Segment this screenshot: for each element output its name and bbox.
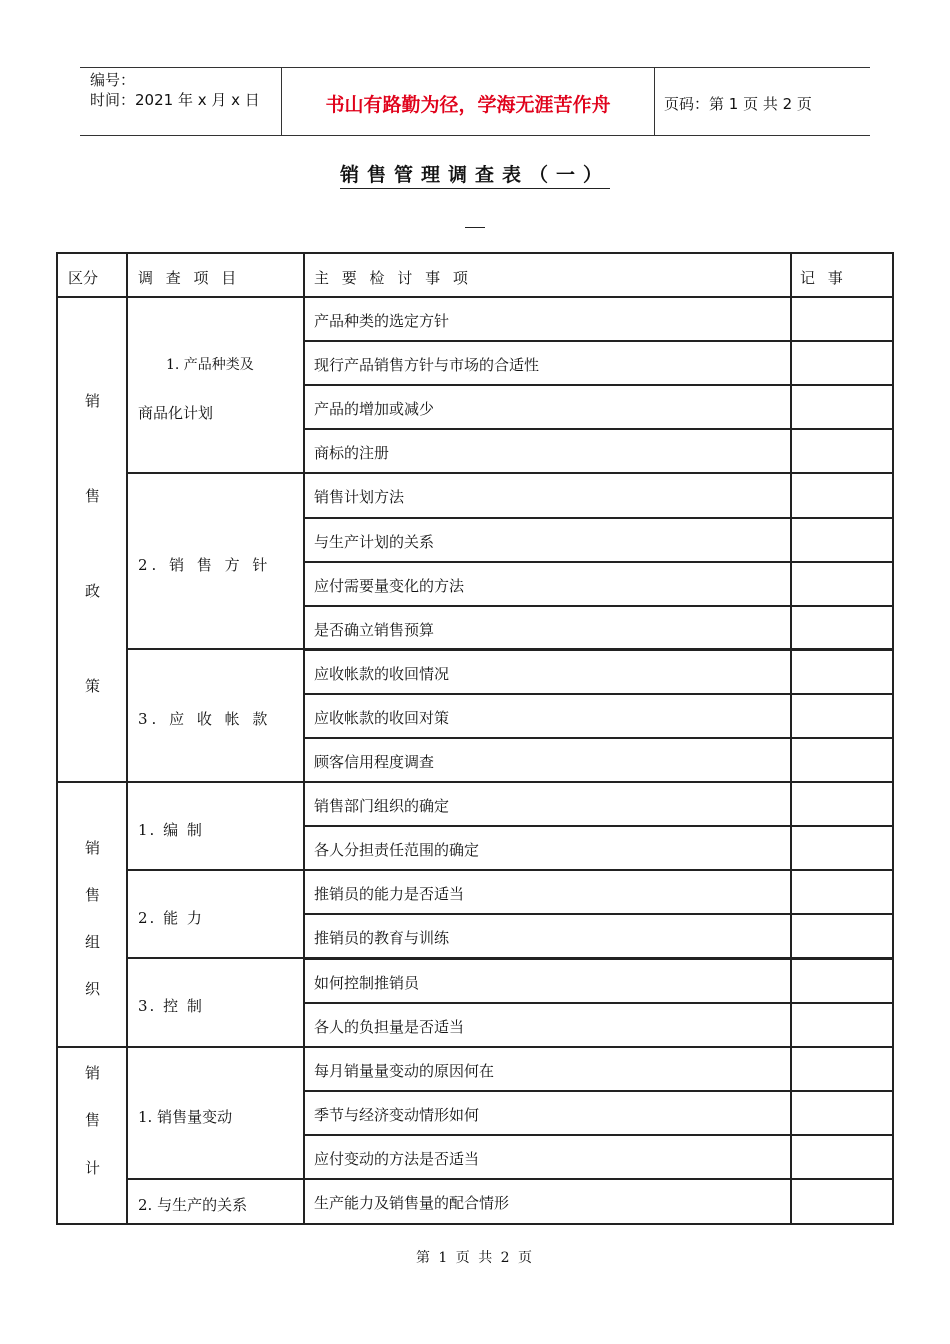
note-cell[interactable] (792, 607, 890, 649)
page-title-wrap (0, 160, 950, 187)
item-label: 3. 控 制 (138, 997, 204, 1015)
note-cell[interactable] (792, 1136, 890, 1178)
column-header-note: 记 事 (800, 269, 847, 287)
header-bottom-rule (80, 135, 870, 136)
check-item-text: 商标的注册 (314, 444, 390, 462)
note-cell[interactable] (792, 474, 890, 516)
group-label-char: 政 (85, 582, 101, 600)
item-label: 2. 销 售 方 针 (138, 556, 272, 574)
item-label: 3. 应 收 帐 款 (138, 710, 272, 728)
note-cell[interactable] (792, 430, 890, 472)
note-cell[interactable] (792, 960, 890, 1002)
note-cell[interactable] (792, 1004, 890, 1046)
note-cell[interactable] (792, 651, 890, 693)
check-item-text: 产品种类的选定方针 (314, 312, 450, 330)
check-item-text: 推销员的教育与训练 (314, 929, 450, 947)
check-item-text: 销售计划方法 (314, 488, 405, 506)
column-divider (126, 254, 128, 1223)
group-divider (58, 781, 892, 783)
note-cell[interactable] (792, 871, 890, 913)
item-divider (128, 648, 892, 650)
note-cell[interactable] (792, 1048, 890, 1090)
check-item-text: 如何控制推销员 (314, 974, 420, 992)
item-label: 2. 能 力 (138, 909, 204, 927)
check-item-text: 每月销量量变动的原因何在 (314, 1062, 495, 1080)
header-page-label: 页码：第 1 页 共 2 页 (664, 95, 812, 113)
title-dash (465, 227, 485, 228)
note-cell[interactable] (792, 563, 890, 605)
group-label-char: 计 (85, 1159, 101, 1177)
group-divider (58, 1046, 892, 1048)
note-cell[interactable] (792, 1180, 890, 1222)
item-label: 2. 与生产的关系 (138, 1196, 248, 1214)
group-label-char: 售 (85, 1111, 101, 1129)
group-label-char: 组 (85, 933, 101, 951)
note-cell[interactable] (792, 827, 890, 869)
column-header-area: 区分 (68, 269, 99, 287)
survey-table (56, 252, 894, 1225)
column-header-item: 调 查 项 目 (138, 269, 241, 287)
item-label: 1. 编 制 (138, 821, 204, 839)
header-divider (654, 67, 655, 136)
check-item-text: 应付需要量变化的方法 (314, 577, 465, 595)
item-label: 商品化计划 (138, 404, 214, 422)
check-item-text: 季节与经济变动情形如何 (314, 1106, 480, 1124)
check-item-text: 与生产计划的关系 (314, 533, 435, 551)
note-cell[interactable] (792, 519, 890, 561)
note-cell[interactable] (792, 695, 890, 737)
item-divider (128, 1178, 892, 1180)
check-item-text: 各人的负担量是否适当 (314, 1018, 465, 1036)
item-divider (128, 869, 892, 871)
item-divider (128, 957, 892, 959)
group-label-char: 售 (85, 886, 101, 904)
check-item-text: 产品的增加或减少 (314, 400, 435, 418)
group-label-char: 销 (85, 1064, 101, 1082)
check-item-text: 各人分担责任范围的确定 (314, 841, 480, 859)
document-number-label: 编号： (90, 71, 136, 89)
header-meta (90, 70, 260, 110)
note-cell[interactable] (792, 739, 890, 781)
column-header-main: 主 要 检 讨 事 项 (314, 269, 472, 287)
group-label-char: 销 (85, 392, 101, 410)
check-item-text: 推销员的能力是否适当 (314, 885, 465, 903)
check-item-text: 应收帐款的收回情况 (314, 665, 450, 683)
note-cell[interactable] (792, 1092, 890, 1134)
note-cell[interactable] (792, 298, 890, 340)
page-title: 销售管理调查表（一） (340, 164, 610, 189)
check-item-text: 现行产品销售方针与市场的合适性 (314, 356, 540, 374)
group-label-char: 织 (85, 980, 101, 998)
check-item-text: 应收帐款的收回对策 (314, 709, 450, 727)
check-item-text: 生产能力及销售量的配合情形 (314, 1194, 510, 1212)
item-divider (128, 472, 892, 474)
header-top-rule (80, 67, 870, 68)
check-item-text: 顾客信用程度调查 (314, 753, 435, 771)
note-cell[interactable] (792, 915, 890, 957)
group-label-char: 销 (85, 839, 101, 857)
check-item-text: 是否确立销售预算 (314, 621, 435, 639)
group-label-char: 策 (85, 677, 101, 695)
note-cell[interactable] (792, 783, 890, 825)
note-cell[interactable] (792, 386, 890, 428)
note-cell[interactable] (792, 342, 890, 384)
check-item-text: 应付变动的方法是否适当 (314, 1150, 480, 1168)
check-item-text: 销售部门组织的确定 (314, 797, 450, 815)
group-label-char: 售 (85, 487, 101, 505)
item-label: 1. 产品种类及 (166, 357, 254, 373)
item-label: 1. 销售量变动 (138, 1108, 233, 1126)
page-footer: 第 1 页 共 2 页 (415, 1250, 535, 1266)
document-time-label: 时间：2021 年 x 月 x 日 (90, 91, 260, 109)
header-row-divider (58, 296, 892, 298)
header-motto: 书山有路勤为径，学海无涯苦作舟 (325, 94, 611, 116)
